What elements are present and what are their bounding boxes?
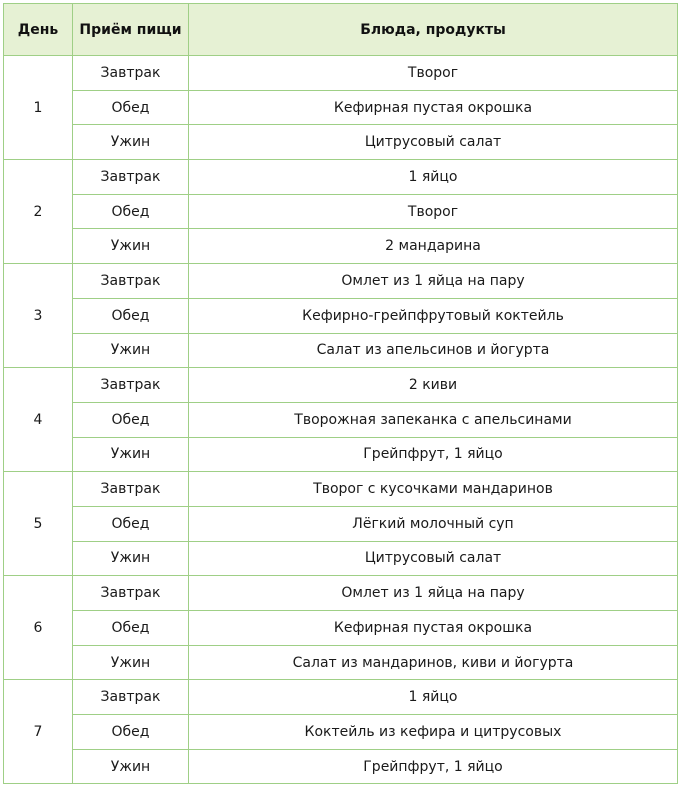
dish-cell: Творог xyxy=(189,194,678,229)
table-row xyxy=(4,229,678,264)
dish-cell: 1 яйцо xyxy=(189,680,678,715)
diet-menu-table xyxy=(3,3,678,784)
table-row xyxy=(4,680,678,715)
table-row xyxy=(4,90,678,125)
meal-cell: Обед xyxy=(73,506,189,541)
meal-cell: Обед xyxy=(73,715,189,750)
meal-cell: Завтрак xyxy=(73,160,189,195)
day-number-cell: 3 xyxy=(4,264,73,368)
dish-cell: Кефирная пустая окрошка xyxy=(189,90,678,125)
meal-cell: Завтрак xyxy=(73,56,189,91)
meal-cell: Ужин xyxy=(73,749,189,784)
dish-cell: Лёгкий молочный суп xyxy=(189,506,678,541)
meal-cell: Обед xyxy=(73,90,189,125)
table-row xyxy=(4,160,678,195)
dish-cell: Творог xyxy=(189,56,678,91)
dish-cell: Кефирная пустая окрошка xyxy=(189,611,678,646)
header-meal: Приём пищи xyxy=(73,4,189,56)
day-number-cell: 4 xyxy=(4,368,73,472)
table-row xyxy=(4,749,678,784)
table-row xyxy=(4,368,678,403)
dish-cell: Омлет из 1 яйца на пару xyxy=(189,264,678,299)
dish-cell: Цитрусовый салат xyxy=(189,125,678,160)
day-number-cell: 6 xyxy=(4,576,73,680)
table-row xyxy=(4,194,678,229)
dish-cell: Грейпфрут, 1 яйцо xyxy=(189,749,678,784)
table-row xyxy=(4,264,678,299)
table-row xyxy=(4,298,678,333)
dish-cell: 2 мандарина xyxy=(189,229,678,264)
table-row xyxy=(4,333,678,368)
dish-cell: Коктейль из кефира и цитрусовых xyxy=(189,715,678,750)
meal-cell: Завтрак xyxy=(73,368,189,403)
dish-cell: 2 киви xyxy=(189,368,678,403)
table-body xyxy=(4,56,678,784)
dish-cell: Омлет из 1 яйца на пару xyxy=(189,576,678,611)
table-row xyxy=(4,402,678,437)
table-row xyxy=(4,506,678,541)
meal-cell: Завтрак xyxy=(73,472,189,507)
dish-cell: Салат из мандаринов, киви и йогурта xyxy=(189,645,678,680)
dish-cell: Салат из апельсинов и йогурта xyxy=(189,333,678,368)
meal-cell: Ужин xyxy=(73,125,189,160)
header-day: День xyxy=(4,4,73,56)
table-row xyxy=(4,611,678,646)
dish-cell: Кефирно-грейпфрутовый коктейль xyxy=(189,298,678,333)
table-row xyxy=(4,472,678,507)
meal-cell: Ужин xyxy=(73,229,189,264)
meal-cell: Завтрак xyxy=(73,680,189,715)
meal-cell: Обед xyxy=(73,402,189,437)
table-row xyxy=(4,56,678,91)
day-number-cell: 2 xyxy=(4,160,73,264)
dish-cell: 1 яйцо xyxy=(189,160,678,195)
meal-cell: Обед xyxy=(73,611,189,646)
meal-cell: Завтрак xyxy=(73,264,189,299)
table-row xyxy=(4,645,678,680)
day-number-cell: 5 xyxy=(4,472,73,576)
meal-cell: Обед xyxy=(73,298,189,333)
meal-cell: Ужин xyxy=(73,645,189,680)
meal-cell: Ужин xyxy=(73,541,189,576)
dish-cell: Творог с кусочками мандаринов xyxy=(189,472,678,507)
day-number-cell: 7 xyxy=(4,680,73,784)
header-dish: Блюда, продукты xyxy=(189,4,678,56)
dish-cell: Творожная запеканка с апельсинами xyxy=(189,402,678,437)
meal-cell: Завтрак xyxy=(73,576,189,611)
table-row xyxy=(4,576,678,611)
meal-cell: Обед xyxy=(73,194,189,229)
dish-cell: Грейпфрут, 1 яйцо xyxy=(189,437,678,472)
meal-cell: Ужин xyxy=(73,333,189,368)
table-row xyxy=(4,125,678,160)
table-header-row xyxy=(4,4,678,56)
meal-cell: Ужин xyxy=(73,437,189,472)
table-row xyxy=(4,715,678,750)
table-row xyxy=(4,437,678,472)
table-row xyxy=(4,541,678,576)
day-number-cell: 1 xyxy=(4,56,73,160)
dish-cell: Цитрусовый салат xyxy=(189,541,678,576)
